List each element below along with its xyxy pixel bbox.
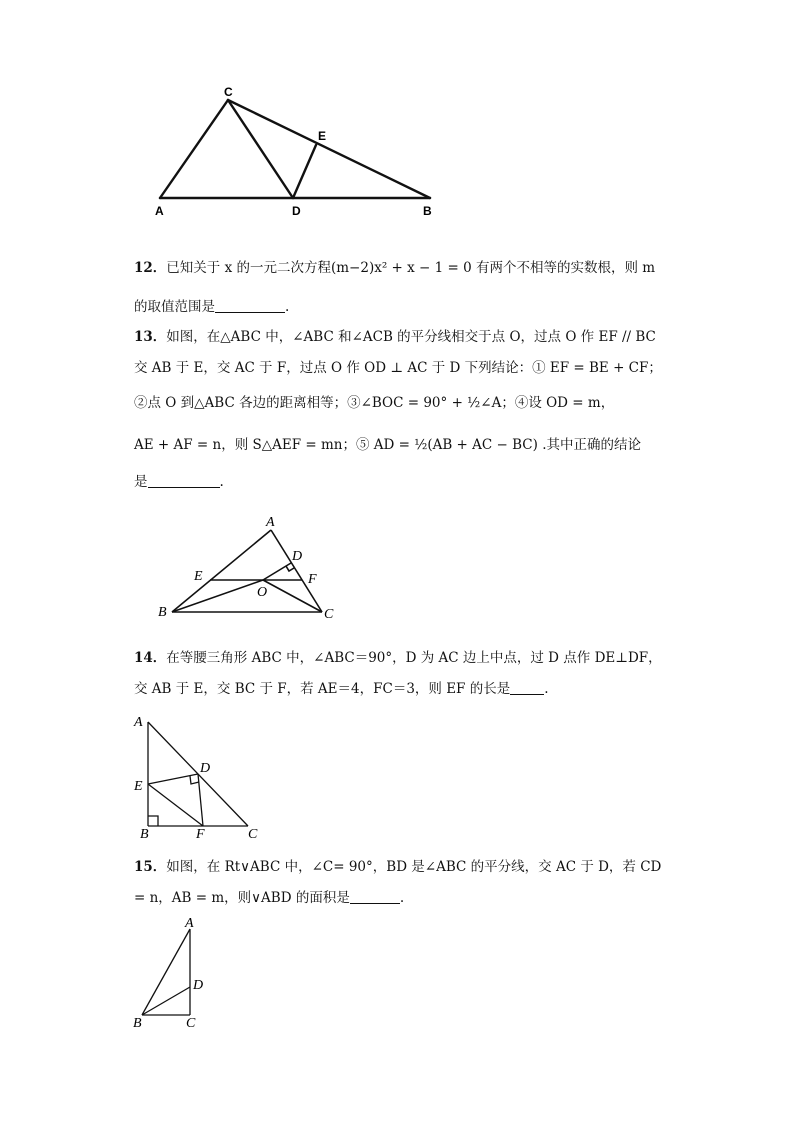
q13-text-1: 如图，在△ABC 中，∠ABC 和∠ACB 的平分线相交于点 O，过点 O 作 EF // BC — [166, 329, 656, 345]
q15-period: . — [399, 890, 405, 906]
label-a: A — [155, 204, 164, 218]
q13-answer-blank[interactable] — [148, 473, 220, 488]
label-d: D — [200, 761, 211, 776]
label-a: A — [185, 916, 194, 931]
label-f: F — [196, 827, 205, 842]
segment-bo — [172, 580, 263, 612]
label-d: D — [193, 978, 204, 993]
right-angle-mark-b — [148, 816, 158, 826]
label-o: O — [257, 585, 268, 600]
label-f: F — [308, 572, 317, 587]
label-e: E — [318, 129, 327, 143]
q14-period: . — [544, 681, 549, 697]
label-c: C — [186, 1016, 196, 1031]
right-angle-mark — [286, 566, 294, 571]
q13-line1 — [134, 327, 656, 347]
q15-line1 — [134, 857, 661, 877]
q14-text-2: 交 AB 于 E，交 BC 于 F，若 AE＝4，FC＝3，则 EF 的长是 — [134, 681, 511, 697]
q15-number: 15． — [134, 859, 167, 875]
label-e: E — [194, 569, 203, 584]
label-a: A — [134, 715, 143, 730]
right-angle-mark-d — [190, 776, 199, 784]
q13-line5 — [134, 472, 224, 492]
label-b: B — [133, 1016, 142, 1031]
segment-ac — [160, 100, 228, 198]
segment-od — [263, 563, 291, 580]
q13-line3 — [134, 393, 614, 413]
label-e: E — [134, 779, 143, 794]
q13-line2 — [134, 358, 662, 378]
q12-text: 已知关于 x 的一元二次方程(m−2)x² + x − 1 = 0 有两个不相等的实数根，则 m — [166, 260, 656, 276]
q14-line2 — [134, 679, 549, 699]
q13-number: 13． — [134, 329, 167, 345]
segment-ab — [142, 929, 190, 1015]
q12-line1 — [134, 258, 655, 278]
q14-number: 14． — [134, 650, 167, 666]
label-c: C — [324, 607, 334, 622]
q14-line1 — [134, 648, 662, 668]
q13-text-2: 交 AB 于 E，交 AC 于 F，过点 O 作 OD ⊥ AC 于 D 下列结论：① EF = BE + CF； — [134, 360, 662, 376]
label-b: B — [140, 827, 149, 842]
label-c: C — [248, 827, 258, 842]
q14-answer-blank[interactable] — [510, 680, 544, 695]
segment-cb — [228, 100, 430, 198]
label-c: C — [224, 85, 233, 99]
label-b: B — [423, 204, 432, 218]
figure-right-triangle-bisector — [128, 915, 218, 1035]
label-d: D — [292, 204, 301, 218]
figure-right-triangle-def — [130, 710, 270, 842]
label-a: A — [266, 515, 275, 530]
q12-number: 12． — [134, 260, 167, 276]
q13-text-4: AE + AF = n，则 S△AEF = mn；⑤ AD = ½(AB + AC − BC) .其中正确的结论 — [134, 437, 641, 453]
q15-text-2: = n，AB = m，则∨ABD 的面积是 — [134, 890, 350, 906]
q15-line2 — [134, 888, 404, 908]
q13-text-3: ②点 O 到△ABC 各边的距离相等；③∠BOC = 90° + ½∠A；④设 OD = m， — [134, 395, 615, 411]
label-d: D — [292, 549, 303, 564]
q14-text-1: 在等腰三角形 ABC 中，∠ABC＝90°，D 为 AC 边上中点，过 D 点作 DE⊥DF， — [166, 650, 662, 666]
label-b: B — [158, 605, 167, 620]
q15-answer-blank[interactable] — [350, 889, 400, 904]
figure-triangle-cde — [140, 80, 460, 230]
q12-answer-blank[interactable] — [215, 298, 285, 313]
segment-de — [293, 145, 316, 198]
q13-line4 — [134, 435, 641, 455]
q15-text-1: 如图，在 Rt∨ABC 中，∠C= 90°，BD 是∠ABC 的平分线，交 AC 于 D，若 CD — [166, 859, 662, 875]
segment-ef — [148, 784, 203, 826]
q12-period: . — [285, 299, 290, 315]
q12-text-2: 的取值范围是 — [134, 299, 215, 315]
q13-text-5: 是 — [134, 474, 148, 490]
q12-line2 — [134, 297, 289, 317]
q13-period: . — [219, 474, 224, 490]
figure-triangle-incenter — [150, 510, 350, 628]
